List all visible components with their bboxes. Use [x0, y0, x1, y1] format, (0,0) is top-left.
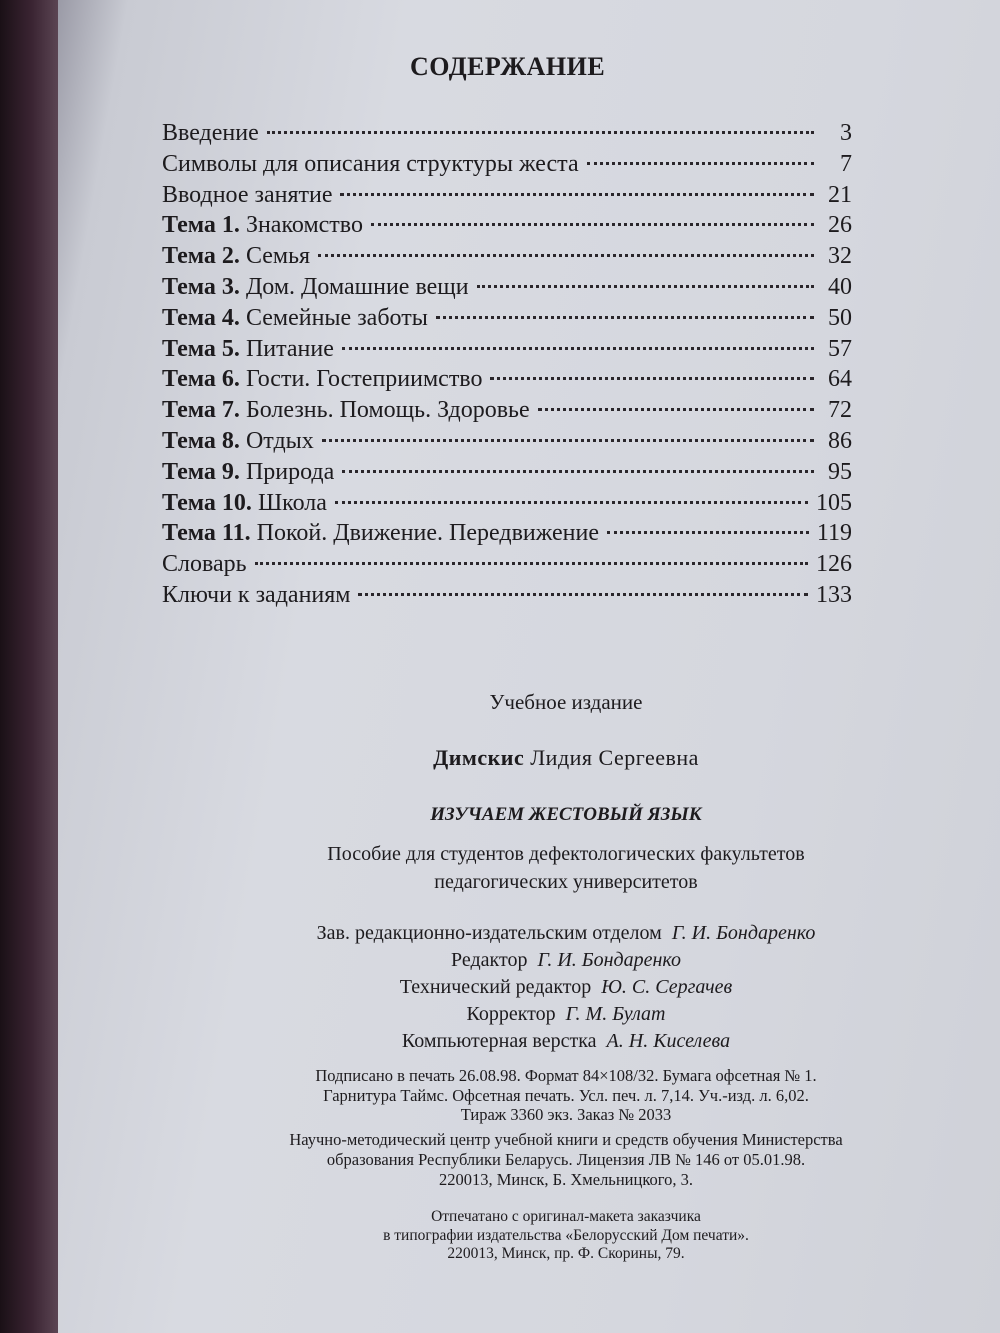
toc-page-number: 40 [828, 273, 852, 300]
toc-entry [162, 118, 852, 149]
toc-entry-label: Тема 3. Дом. Домашние вещи [162, 273, 469, 300]
toc-title: СОДЕРЖАНИЕ [410, 52, 606, 81]
publisher-info: Научно-методический центр учебной книги и средств обучения Министерства образования Республики Беларусь. Лицензия ЛВ № 146 от 05.01.98. 220013, Минск, Б. Хмельницкого, 3. [289, 1130, 843, 1189]
toc-page-number: 32 [828, 243, 852, 270]
toc-entry-label: Введение [162, 120, 259, 146]
toc-entry-label: Тема 9. Природа [162, 458, 335, 485]
author-name [116, 745, 1000, 771]
toc-entry [162, 241, 852, 272]
toc-entry [162, 149, 852, 180]
toc-leader-dots [358, 593, 808, 596]
toc-page-number: 57 [828, 335, 852, 362]
toc-entry-label: Тема 10. Школа [162, 489, 327, 516]
toc-entry-label: Тема 1. Знакомство [162, 212, 363, 239]
toc-leader-dots [318, 254, 814, 257]
toc-leader-dots [477, 285, 814, 288]
staff-credit: Редактор Г. И. Бондаренко [450, 949, 681, 971]
toc-entry [162, 303, 852, 334]
toc-entry-label: Вводное занятие [162, 181, 333, 208]
toc-page-number: 72 [828, 397, 852, 424]
edition-type: Учебное издание [489, 690, 643, 714]
book-page [58, 0, 1000, 1333]
toc-leader-dots [490, 377, 814, 380]
toc-entry-label: Тема 2. Семья [162, 243, 311, 270]
toc-page-number: 7 [840, 150, 852, 177]
toc-page-number: 126 [816, 551, 852, 578]
staff-credit: Корректор Г. М. Булат [466, 1003, 666, 1025]
toc-entry-label: Словарь [162, 551, 247, 578]
toc-page-number: 105 [816, 489, 852, 516]
toc-leader-dots [342, 470, 814, 473]
toc-page-number: 119 [816, 520, 852, 547]
toc-page-number: 26 [828, 212, 852, 239]
book-subtitle: Пособие для студентов дефектологических факультетов педагогических университетов [327, 843, 805, 893]
staff-credit: Технический редактор Ю. С. Сергачев [399, 976, 733, 998]
toc-entry-label: Тема 5. Питание [162, 335, 334, 362]
toc-entry [162, 518, 852, 549]
toc-page-number: 50 [828, 304, 852, 331]
toc-leader-dots [342, 347, 814, 350]
staff-credit: Зав. редакционно-издательским отделом Г. И. Бондаренко [316, 922, 816, 944]
toc-leader-dots [436, 316, 814, 319]
toc-entry [162, 210, 852, 241]
toc-entry-label: Ключи к заданиям [162, 581, 351, 608]
toc-entry [162, 272, 852, 303]
toc-entry-label: Тема 7. Болезнь. Помощь. Здоровье [162, 397, 530, 424]
toc-page-number: 64 [828, 366, 852, 393]
toc-leader-dots [267, 131, 814, 134]
print-imprint: Подписано в печать 26.08.98. Формат 84×108/32. Бумага офсетная № 1. Гарнитура Таймс. Офсетная печать. Усл. печ. л. 7,14. Уч.-изд. л. 6,02. Тираж 3360 экз. Заказ № 2033 [315, 1066, 817, 1124]
toc-leader-dots [335, 501, 808, 504]
book-title: ИЗУЧАЕМ ЖЕСТОВЫЙ ЯЗЫК [430, 804, 702, 825]
toc-entry [162, 457, 852, 488]
author-surname: Димскис [433, 745, 525, 770]
toc-page-number: 21 [828, 181, 852, 208]
editorial-staff [116, 920, 1000, 1055]
toc-leader-dots [538, 408, 814, 411]
toc-entry [162, 364, 852, 395]
toc-entry-label: Символы для описания структуры жеста [162, 150, 579, 177]
toc-page-number: 95 [828, 458, 852, 485]
toc-entry [162, 395, 852, 426]
toc-entry [162, 580, 852, 611]
printer-info: Отпечатано с оригинал-макета заказчика в типографии издательства «Белорусский Дом печати». 220013, Минск, пр. Ф. Скорины, 79. [383, 1208, 749, 1262]
toc-entry [162, 426, 852, 457]
toc-entry [162, 549, 852, 580]
toc-entry-label: Тема 4. Семейные заботы [162, 304, 428, 331]
toc-leader-dots [587, 162, 814, 165]
toc-leader-dots [607, 531, 809, 534]
toc-leader-dots [371, 223, 814, 226]
toc-leader-dots [340, 193, 814, 196]
toc-leader-dots [255, 562, 808, 565]
toc-entry-label: Тема 6. Гости. Гостеприимство [162, 366, 483, 393]
toc-page-number: 3 [840, 120, 852, 146]
toc-page-number: 86 [828, 427, 852, 454]
staff-credit: Компьютерная верстка А. Н. Киселева [401, 1030, 731, 1052]
author-given-name: Лидия Сергеевна [530, 745, 699, 770]
toc-entry [162, 334, 852, 365]
toc-page-number: 133 [816, 581, 852, 608]
toc-entry-label: Тема 8. Отдых [162, 427, 314, 454]
table-of-contents [162, 118, 852, 611]
toc-leader-dots [322, 439, 814, 442]
toc-entry [162, 180, 852, 211]
toc-entry-label: Тема 11. Покой. Движение. Передвижение [162, 520, 599, 547]
toc-entry [162, 488, 852, 519]
